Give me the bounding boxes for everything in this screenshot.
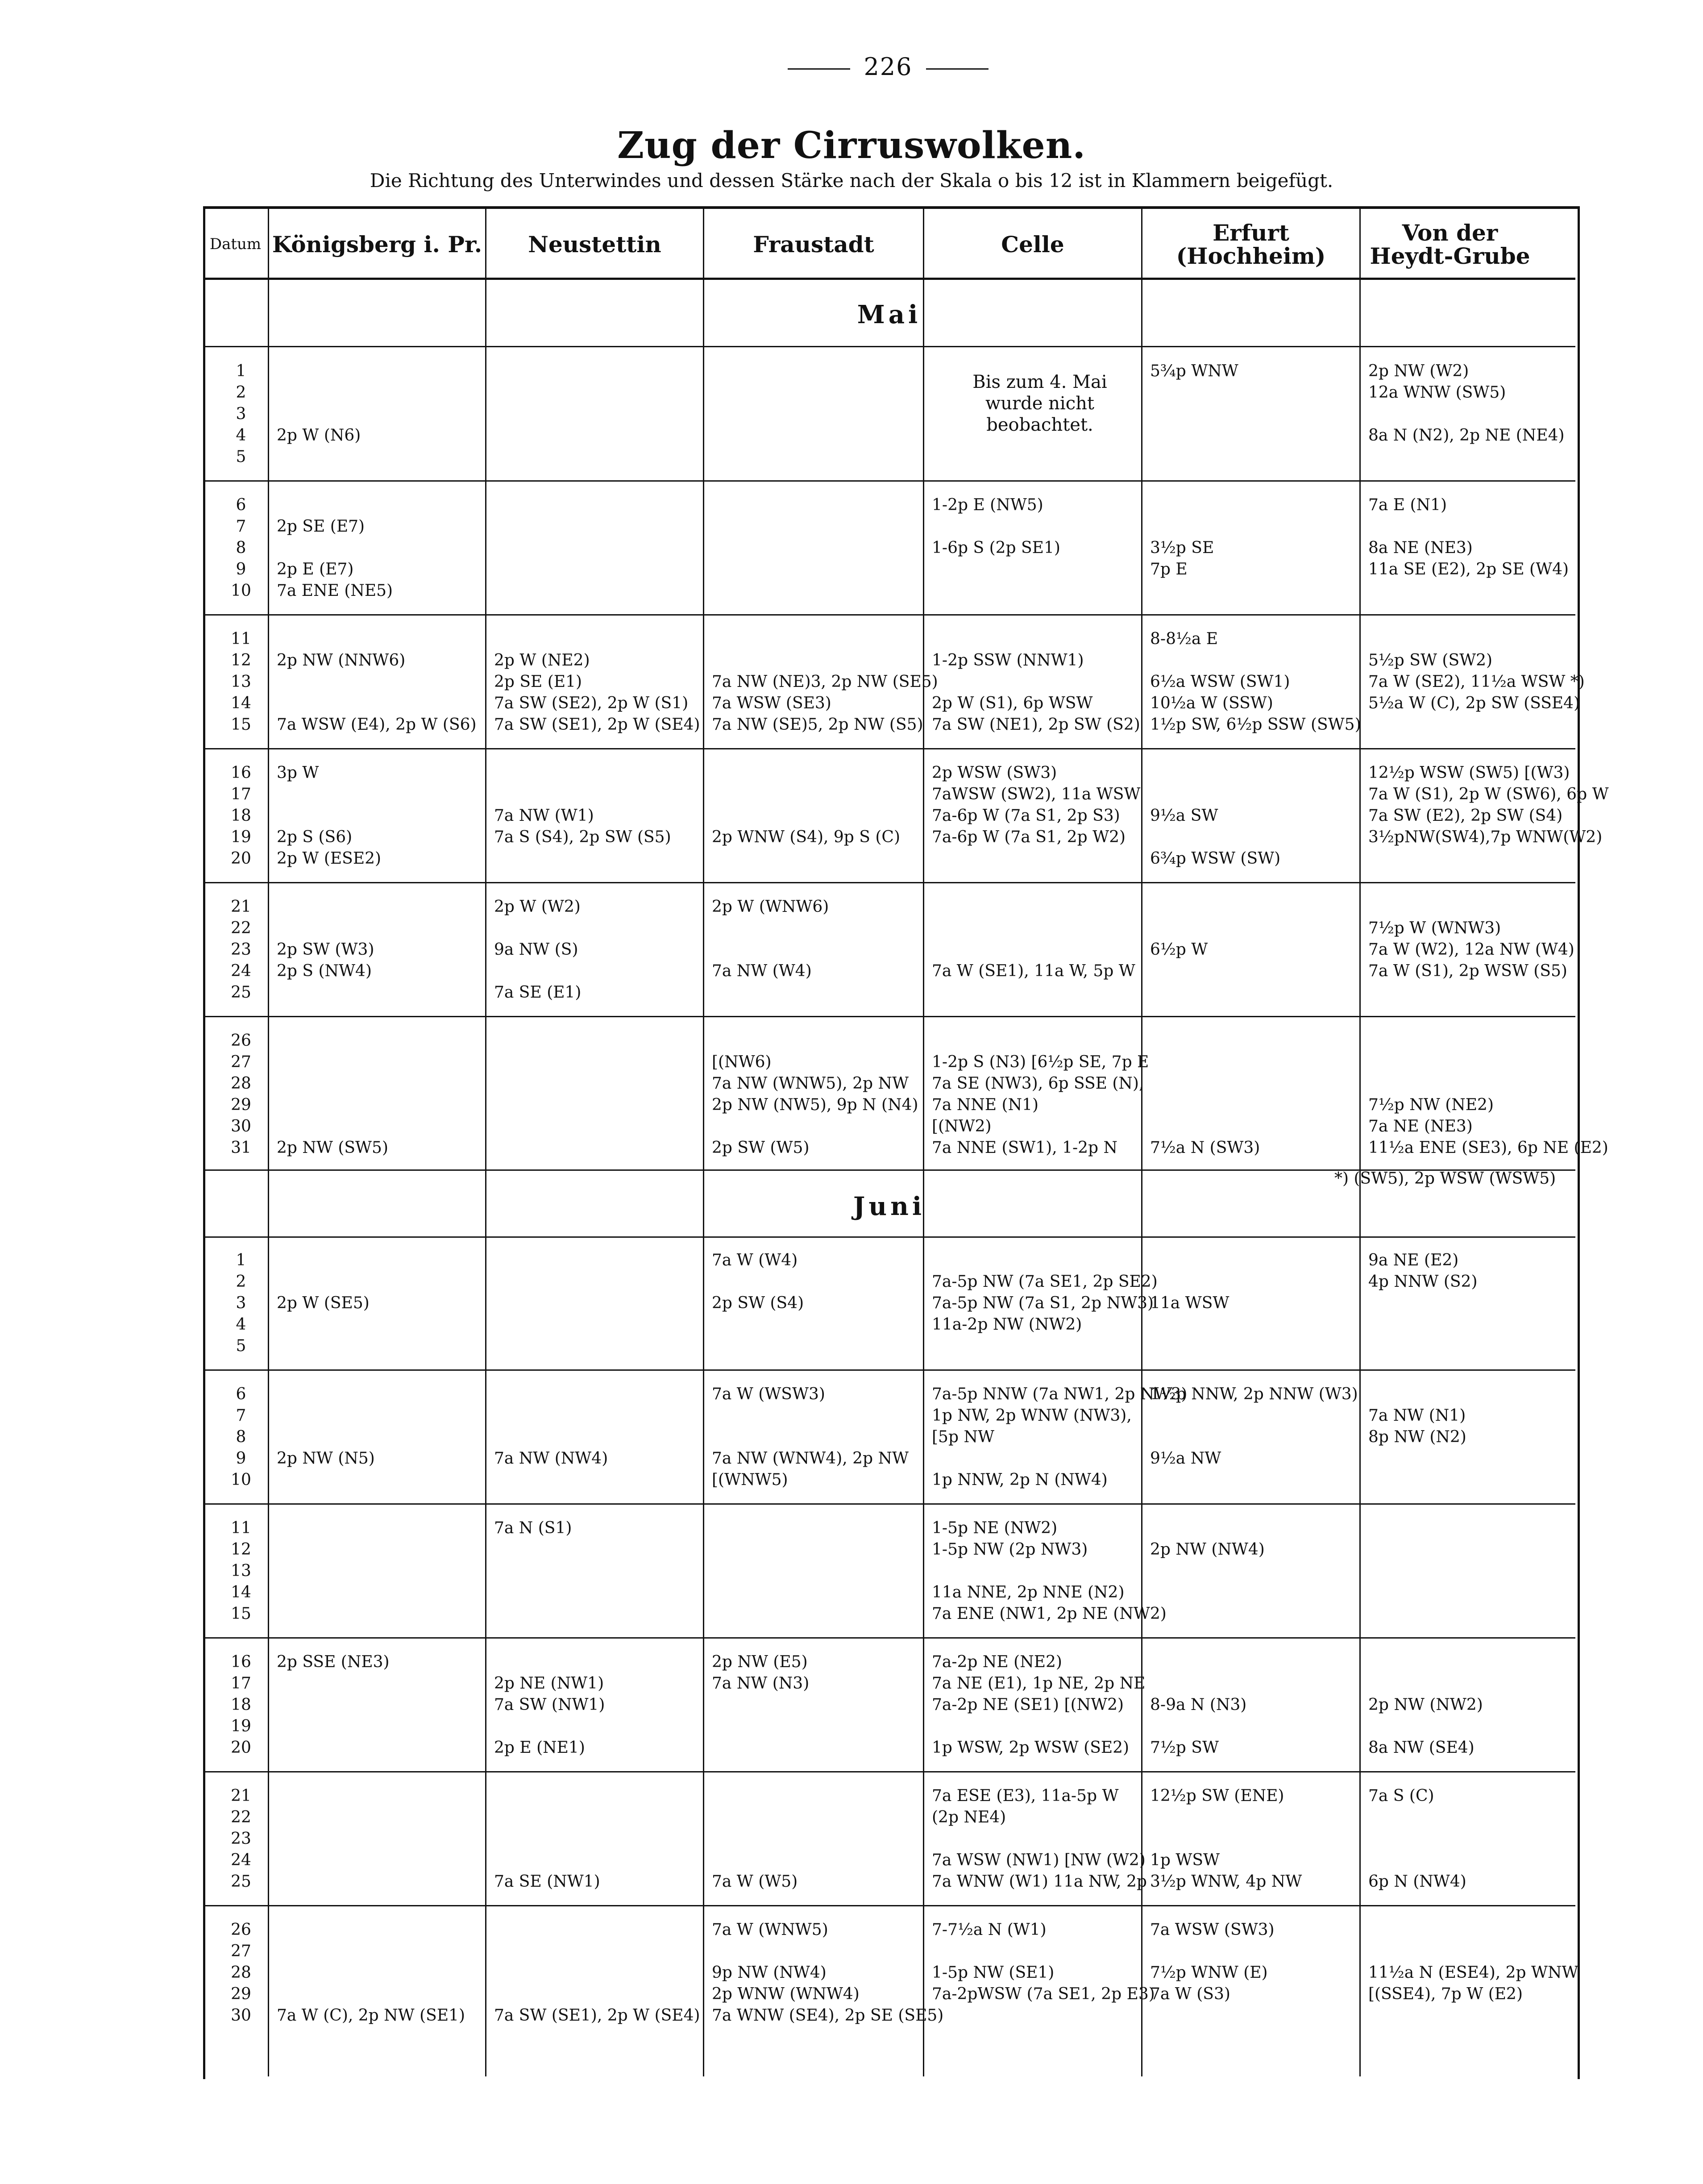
cell-kb: 2p NW (N5) <box>277 1449 375 1468</box>
table-row <box>0 1941 1370 1962</box>
cell-fr: 7a NW (N3) <box>712 1674 810 1693</box>
cell-ce: 7a NNE (N1) <box>932 1096 1039 1114</box>
day-cell: 11 <box>231 1519 251 1537</box>
cell-ns: 7a NW (W1) <box>494 807 594 825</box>
cell-ce: 7a W (SE1), 11a W, 5p W <box>932 962 1135 980</box>
cell-vh: 12a WNW (SW5) <box>1368 383 1506 402</box>
table-row <box>0 1250 1459 1271</box>
group-rule <box>203 480 1575 482</box>
cell-vh: 2p NW (W2) <box>1368 362 1469 380</box>
day-cell: 31 <box>231 1139 251 1157</box>
cell-fr: 2p WNW (S4), 9p S (C) <box>712 828 901 846</box>
cell-ns: 2p NE (NW1) <box>494 1674 604 1693</box>
cell-kb: 2p S (NW4) <box>277 962 372 980</box>
table-row <box>0 1694 1483 1716</box>
table-row <box>0 1137 1608 1159</box>
day-cell: 10 <box>231 1471 251 1489</box>
cell-ns: 9a NW (S) <box>494 940 578 959</box>
header-rule <box>203 278 1575 280</box>
day-cell: 18 <box>231 1696 251 1714</box>
table-row <box>0 1469 1370 1491</box>
cell-ce: 7a ENE (NW1, 2p NE (NW2) <box>932 1605 1167 1623</box>
day-cell: 15 <box>231 1605 251 1623</box>
day-cell: 20 <box>231 1739 251 1757</box>
table-row <box>0 961 1567 982</box>
cell-ns: 7a SE (E1) <box>494 983 582 1002</box>
cell-ce: 11a NNE, 2p NNE (N2) <box>932 1583 1125 1602</box>
table-row <box>0 1871 1466 1893</box>
cell-fr: 7a W (WNW5) <box>712 1921 828 1939</box>
cell-ce: 7a SW (NE1), 2p SW (S2) <box>932 716 1140 734</box>
cell-vh: 8a NW (SE4) <box>1368 1739 1475 1757</box>
cell-kb: 7a W (C), 2p NW (SE1) <box>277 2006 465 2025</box>
cell-vh: 11½a ENE (SE3), 6p NE (E2) <box>1368 1139 1608 1157</box>
cell-ns: 7a NW (NW4) <box>494 1449 608 1468</box>
cell-fr: [(NW6) <box>712 1053 772 1071</box>
header-erfurt: Erfurt (Hochheim) <box>1176 219 1326 269</box>
cell-ns: 7a SW (SE1), 2p W (SE4) <box>494 716 700 734</box>
cell-fr: 7a NW (WNW5), 2p NW <box>712 1074 909 1093</box>
cell-vh: 11½a N (ESE4), 2p WNW <box>1368 1964 1578 1982</box>
cell-vh: 5½p SW (SW2) <box>1368 651 1493 670</box>
cell-fr: [(WNW5) <box>712 1471 788 1489</box>
day-cell: 17 <box>231 785 251 803</box>
day-cell: 24 <box>231 1851 251 1869</box>
table-row <box>0 1448 1370 1469</box>
cell-fr: 2p SW (S4) <box>712 1294 804 1312</box>
group-rule <box>203 1016 1575 1017</box>
table-row <box>0 446 1370 468</box>
cell-ns: 2p W (NE2) <box>494 651 590 670</box>
day-cell: 8 <box>236 539 246 557</box>
header-koenigsberg: Königsberg i. Pr. <box>272 231 482 258</box>
table-row <box>0 1652 1370 1673</box>
table-row <box>0 1094 1494 1116</box>
cell-vh: 7½p W (WNW3) <box>1368 919 1501 937</box>
cell-ce: 1p NNW, 2p N (NW4) <box>932 1471 1108 1489</box>
table-row <box>0 1116 1473 1137</box>
cell-vh: 7a W (W2), 12a NW (W4) <box>1368 940 1574 959</box>
cell-fr: 2p NW (E5) <box>712 1653 808 1671</box>
day-cell: 15 <box>231 716 251 734</box>
cell-er: 9½a SW <box>1150 807 1218 825</box>
table-row <box>0 1405 1466 1427</box>
cell-ce: 1-6p S (2p SE1) <box>932 539 1060 557</box>
table-row <box>0 425 1565 446</box>
cell-ce: 1-5p NW (SE1) <box>932 1964 1055 1982</box>
celle-note: Bis zum 4. Mai wurde nicht beobachtet. <box>972 372 1107 435</box>
cell-vh: 7a W (S1), 2p WSW (S5) <box>1368 962 1567 980</box>
table-row <box>0 1962 1578 1984</box>
page-number-text: 226 <box>864 53 913 81</box>
cell-kb: 2p E (E7) <box>277 560 354 578</box>
cell-ce: 1-2p E (NW5) <box>932 496 1043 514</box>
cell-er: 10½a W (SSW) <box>1150 694 1273 712</box>
cell-er: 11a WSW <box>1150 1294 1229 1312</box>
day-cell: 30 <box>231 1117 251 1136</box>
day-cell: 25 <box>231 983 251 1002</box>
cell-kb: 7a WSW (E4), 2p W (S6) <box>277 716 477 734</box>
day-cell: 21 <box>231 898 251 916</box>
cell-ce: 7a-5p NW (7a S1, 2p NW3) <box>932 1294 1154 1312</box>
cell-fr: 7a WNW (SE4), 2p SE (SE5) <box>712 2006 944 2025</box>
cell-ce: 7a SE (NW3), 6p SSE (N), <box>932 1074 1144 1093</box>
cell-er: 6½p W <box>1150 940 1208 959</box>
cell-ce: 11a-2p NW (NW2) <box>932 1315 1082 1334</box>
cell-kb: 3p W <box>277 764 319 782</box>
cell-vh: 3½pNW(SW4),7p WNW(W2) <box>1368 828 1603 846</box>
cell-fr: 9p NW (NW4) <box>712 1964 827 1982</box>
day-cell: 8 <box>236 1428 246 1446</box>
day-cell: 26 <box>231 1032 251 1050</box>
cell-ce: 7a NNE (SW1), 1-2p N <box>932 1139 1118 1157</box>
cell-ce: 7-7½a N (W1) <box>932 1921 1047 1939</box>
month-heading-mai: Mai <box>857 300 922 329</box>
cell-vh: 7a NW (N1) <box>1368 1406 1466 1425</box>
cell-ce: 7aWSW (SW2), 11a WSW <box>932 785 1141 803</box>
cell-er: 9½a NW <box>1150 1449 1221 1468</box>
day-cell: 4 <box>236 1315 246 1334</box>
day-cell: 13 <box>231 1562 251 1580</box>
cell-er: 1½p SW, 6½p SSW (SW5) <box>1150 716 1361 734</box>
day-cell: 24 <box>231 962 251 980</box>
day-cell: 23 <box>231 940 251 959</box>
cell-ce: 7a WSW (NW1) [NW (W2) <box>932 1851 1146 1869</box>
cell-vh: 12½p WSW (SW5) [(W3) <box>1368 764 1570 782</box>
cell-vh: 4p NNW (S2) <box>1368 1273 1478 1291</box>
table-row <box>0 1427 1466 1448</box>
group-rule <box>203 614 1575 616</box>
cell-vh: 2p NW (NW2) <box>1368 1696 1483 1714</box>
table-row <box>0 805 1563 827</box>
day-cell: 29 <box>231 1096 251 1114</box>
table-row <box>0 1293 1370 1314</box>
day-cell: 1 <box>236 362 246 380</box>
day-cell: 1 <box>236 1251 246 1269</box>
table-row <box>0 1052 1370 1073</box>
cell-er: 6¾p WSW (SW) <box>1150 849 1281 868</box>
table-row <box>0 1384 1370 1405</box>
table-row <box>0 939 1574 961</box>
table-row <box>0 495 1447 516</box>
day-cell: 27 <box>231 1942 251 1960</box>
day-cell: 10 <box>231 582 251 600</box>
group-rule <box>203 882 1575 883</box>
cell-er: 7a W (S3) <box>1150 1985 1230 2003</box>
cell-vh: 11a SE (E2), 2p SE (W4) <box>1368 560 1569 578</box>
cell-vh: 7a SW (E2), 2p SW (S4) <box>1368 807 1563 825</box>
cell-ce: 1p WSW, 2p WSW (SE2) <box>932 1739 1130 1757</box>
day-cell: 18 <box>231 807 251 825</box>
table-row <box>0 382 1506 404</box>
cell-vh: 7½p NW (NE2) <box>1368 1096 1494 1114</box>
cell-ns: 7a SW (NW1) <box>494 1696 605 1714</box>
month-rule <box>203 1236 1575 1238</box>
footnote: *) (SW5), 2p WSW (WSW5) <box>1334 1169 1556 1188</box>
table-row <box>0 1271 1478 1293</box>
table-row <box>0 982 1370 1003</box>
cell-ce: [(NW2) <box>932 1117 992 1136</box>
cell-ce: 7a ESE (E3), 11a-5p W <box>932 1787 1119 1805</box>
table-row <box>0 516 1370 537</box>
day-cell: 22 <box>231 1808 251 1826</box>
day-cell: 9 <box>236 560 246 578</box>
day-cell: 14 <box>231 694 251 712</box>
day-cell: 28 <box>231 1074 251 1093</box>
day-cell: 30 <box>231 2006 251 2025</box>
table-row <box>0 537 1473 559</box>
day-cell: 11 <box>231 630 251 648</box>
day-cell: 17 <box>231 1674 251 1693</box>
day-cell: 2 <box>236 1273 246 1291</box>
cell-er: 1½p NNW, 2p NNW (W3) <box>1150 1385 1358 1403</box>
cell-er: 7½a N (SW3) <box>1150 1139 1260 1157</box>
table-row <box>0 2005 1370 2026</box>
cell-ce: 7a-2pWSW (7a SE1, 2p E3) <box>932 1985 1155 2003</box>
cell-ce: 7a WNW (W1) 11a NW, 2p <box>932 1872 1147 1891</box>
cell-ce: 1-2p SSW (NNW1) <box>932 651 1084 670</box>
table-row <box>0 1785 1434 1807</box>
cell-vh: 8p NW (N2) <box>1368 1428 1466 1446</box>
header-von-der-heydt: Von der Heydt-Grube <box>1370 219 1530 269</box>
day-cell: 23 <box>231 1830 251 1848</box>
cell-ce: 1-5p NW (2p NW3) <box>932 1540 1088 1559</box>
cell-ce: 7a-6p W (7a S1, 2p S3) <box>932 807 1120 825</box>
cell-ce: 7a-2p NE (NE2) <box>932 1653 1062 1671</box>
cell-ce: 7a-5p NNW (7a NW1, 2p NW3) <box>932 1385 1188 1403</box>
cell-ns: 7a SW (SE2), 2p W (S1) <box>494 694 689 712</box>
cell-ce: (2p NE4) <box>932 1808 1006 1826</box>
cell-vh: 7a NE (NE3) <box>1368 1117 1473 1136</box>
cell-kb: 2p SW (W3) <box>277 940 374 959</box>
group-rule <box>203 1637 1575 1639</box>
cell-vh: 8a NE (NE3) <box>1368 539 1473 557</box>
table-row <box>0 784 1609 805</box>
cell-vh: 9a NE (E2) <box>1368 1251 1459 1269</box>
header-neustettin: Neustettin <box>528 231 661 258</box>
cell-ce: 1-2p S (N3) [6½p SE, 7p E <box>932 1053 1149 1071</box>
table-row <box>0 361 1469 382</box>
day-cell: 28 <box>231 1964 251 1982</box>
day-cell: 16 <box>231 764 251 782</box>
cell-vh: 7a W (SE2), 11½a WSW *) <box>1368 673 1585 691</box>
cell-er: 7½p WNW (E) <box>1150 1964 1268 1982</box>
cell-ce: 1p NW, 2p WNW (NW3), <box>932 1406 1132 1425</box>
day-cell: 27 <box>231 1053 251 1071</box>
table-row <box>0 1984 1523 2005</box>
table-row <box>0 671 1585 693</box>
cell-er: 7a WSW (SW3) <box>1150 1921 1275 1939</box>
table-row <box>0 580 1370 602</box>
day-cell: 5 <box>236 448 246 466</box>
table-row <box>0 1716 1370 1737</box>
table-row <box>0 559 1569 580</box>
day-cell: 6 <box>236 1385 246 1403</box>
page-subtitle: Die Richtung des Unterwindes und dessen Stärke nach der Skala o bis 12 ist in Klammern beigefügt. <box>370 170 1333 191</box>
table-row <box>0 650 1493 671</box>
day-cell: 6 <box>236 496 246 514</box>
cell-fr: 7a W (W4) <box>712 1251 798 1269</box>
cell-kb: 2p SSE (NE3) <box>277 1653 390 1671</box>
day-cell: 25 <box>231 1872 251 1891</box>
table-row <box>0 1030 1370 1052</box>
table-row <box>0 827 1603 848</box>
cell-vh: 7a S (C) <box>1368 1787 1434 1805</box>
day-cell: 16 <box>231 1653 251 1671</box>
day-cell: 13 <box>231 673 251 691</box>
cell-fr: 2p W (WNW6) <box>712 898 829 916</box>
header-datum: Datum <box>209 235 262 254</box>
cell-kb: 2p NW (NNW6) <box>277 651 406 670</box>
cell-vh: 8a N (N2), 2p NE (NE4) <box>1368 426 1565 445</box>
cell-ns: 7a SE (NW1) <box>494 1872 600 1891</box>
cell-fr: 7a NW (NE)3, 2p NW (SE5) <box>712 673 938 691</box>
table-row <box>0 1518 1370 1539</box>
day-cell: 7 <box>236 517 246 536</box>
table-row <box>0 848 1370 869</box>
day-cell: 20 <box>231 849 251 868</box>
group-rule <box>203 748 1575 749</box>
table-row <box>0 1560 1370 1582</box>
cell-kb: 2p SE (E7) <box>277 517 365 536</box>
cell-kb: 7a ENE (NE5) <box>277 582 393 600</box>
table-row <box>0 628 1370 650</box>
table-row <box>0 714 1370 736</box>
day-cell: 3 <box>236 405 246 423</box>
page-number <box>759 53 1018 81</box>
header-fraustadt: Fraustadt <box>753 231 874 258</box>
cell-kb: 2p W (ESE2) <box>277 849 382 868</box>
header-celle: Celle <box>1001 231 1064 258</box>
day-cell: 9 <box>236 1449 246 1468</box>
table-row <box>0 1539 1370 1560</box>
day-cell: 21 <box>231 1787 251 1805</box>
cell-er: 3½p WNW, 4p NW <box>1150 1872 1302 1891</box>
day-cell: 12 <box>231 1540 251 1559</box>
table-row <box>0 1603 1370 1625</box>
cell-er: 3½p SE <box>1150 539 1214 557</box>
cell-ns: 7a S (S4), 2p SW (S5) <box>494 828 671 846</box>
page-number-rule-left <box>788 68 850 70</box>
cell-fr: 7a NW (SE)5, 2p NW (S5) <box>712 716 923 734</box>
cell-ce: 2p WSW (SW3) <box>932 764 1057 782</box>
month-heading-juni: Juni <box>853 1192 926 1221</box>
cell-fr: 2p WNW (WNW4) <box>712 1985 860 2003</box>
table-row <box>0 1073 1370 1094</box>
day-cell: 19 <box>231 828 251 846</box>
day-cell: 7 <box>236 1406 246 1425</box>
table-row <box>0 1335 1370 1357</box>
cell-er: 8-9a N (N3) <box>1150 1696 1247 1714</box>
table-row <box>0 918 1501 939</box>
cell-ce: 1-5p NE (NW2) <box>932 1519 1058 1537</box>
table-row <box>0 404 1370 425</box>
cell-fr: 7a WSW (SE3) <box>712 694 831 712</box>
cell-kb: 2p S (S6) <box>277 828 353 846</box>
cell-ce: 7a NE (E1), 1p NE, 2p NE <box>932 1674 1146 1693</box>
day-cell: 4 <box>236 426 246 445</box>
cell-er: 8-8½a E <box>1150 630 1218 648</box>
cell-er: 6½a WSW (SW1) <box>1150 673 1290 691</box>
table-row <box>0 762 1570 784</box>
cell-vh: 7a W (S1), 2p W (SW6), 6p W <box>1368 785 1609 803</box>
cell-fr: 2p SW (W5) <box>712 1139 810 1157</box>
table-row <box>0 1919 1370 1941</box>
cell-er: 7p E <box>1150 560 1188 578</box>
month-rule <box>203 346 1575 347</box>
day-cell: 26 <box>231 1921 251 1939</box>
cell-fr: 7a W (WSW3) <box>712 1385 825 1403</box>
table-row <box>0 1828 1370 1850</box>
cell-vh: [(SSE4), 7p W (E2) <box>1368 1985 1523 2003</box>
table-row <box>0 1582 1370 1603</box>
cell-vh: 5½a W (C), 2p SW (SSE4) <box>1368 694 1580 712</box>
cell-ce: 2p W (S1), 6p WSW <box>932 694 1093 712</box>
cell-ns: 7a N (S1) <box>494 1519 572 1537</box>
table-row <box>0 1314 1370 1335</box>
cell-er: 1p WSW <box>1150 1851 1220 1869</box>
day-cell: 3 <box>236 1294 246 1312</box>
cell-vh: 7a E (N1) <box>1368 496 1447 514</box>
cell-ns: 2p SE (E1) <box>494 673 582 691</box>
table-row <box>0 1673 1370 1694</box>
group-rule <box>203 1369 1575 1371</box>
table-row <box>0 1807 1370 1828</box>
day-cell: 19 <box>231 1717 251 1735</box>
day-cell: 14 <box>231 1583 251 1602</box>
group-rule <box>203 1503 1575 1505</box>
cell-fr: 2p NW (NW5), 9p N (N4) <box>712 1096 918 1114</box>
cell-vh: 6p N (NW4) <box>1368 1872 1466 1891</box>
cell-er: 7½p SW <box>1150 1739 1219 1757</box>
cell-fr: 7a NW (WNW4), 2p NW <box>712 1449 909 1468</box>
cell-kb: 2p W (N6) <box>277 426 361 445</box>
day-cell: 5 <box>236 1337 246 1355</box>
cell-er: 12½p SW (ENE) <box>1150 1787 1284 1805</box>
day-cell: 2 <box>236 383 246 402</box>
cell-ce: 7a-2p NE (SE1) [(NW2) <box>932 1696 1124 1714</box>
cell-ce: 7a-5p NW (7a SE1, 2p SE2) <box>932 1273 1158 1291</box>
table-row <box>0 1850 1370 1871</box>
table-row <box>0 896 1370 918</box>
cell-ce: [5p NW <box>932 1428 994 1446</box>
cell-kb: 2p W (SE5) <box>277 1294 370 1312</box>
group-rule <box>203 1771 1575 1772</box>
group-rule <box>203 1905 1575 1906</box>
day-cell: 22 <box>231 919 251 937</box>
cell-ns: 7a SW (SE1), 2p W (SE4) <box>494 2006 700 2025</box>
page-title: Zug der Cirruswolken. <box>617 124 1086 167</box>
day-cell: 12 <box>231 651 251 670</box>
cell-fr: 7a W (W5) <box>712 1872 798 1891</box>
table-row <box>0 1737 1475 1759</box>
cell-er: 5¾p WNW <box>1150 362 1238 380</box>
cell-ns: 2p W (W2) <box>494 898 581 916</box>
cell-kb: 2p NW (SW5) <box>277 1139 388 1157</box>
cell-ce: 7a-6p W (7a S1, 2p W2) <box>932 828 1126 846</box>
table-row <box>0 693 1580 714</box>
cell-ns: 2p E (NE1) <box>494 1739 585 1757</box>
page-number-rule-right <box>926 68 989 70</box>
cell-fr: 7a NW (W4) <box>712 962 812 980</box>
day-cell: 29 <box>231 1985 251 2003</box>
cell-er: 2p NW (NW4) <box>1150 1540 1265 1559</box>
